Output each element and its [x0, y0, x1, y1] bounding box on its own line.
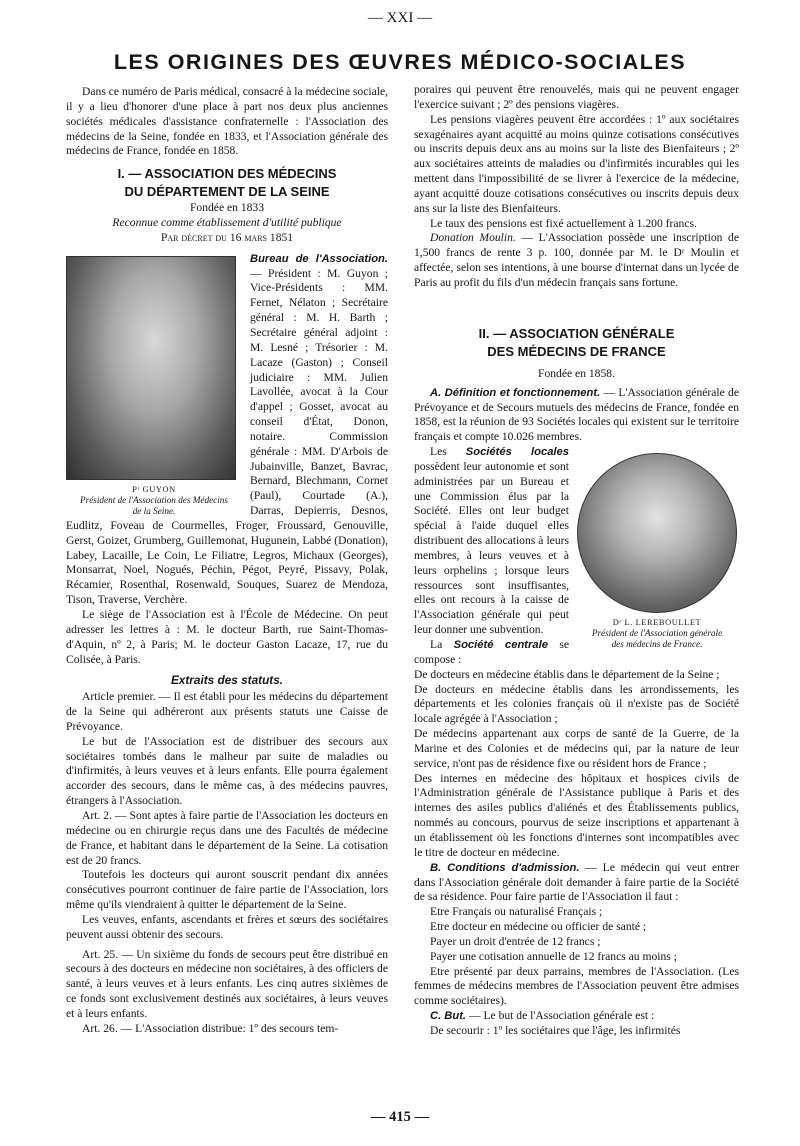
conditions-label: B. Conditions d'admission.	[430, 861, 580, 874]
page-folio: — 415 —	[371, 1109, 429, 1125]
section1-founded: Fondée en 1833	[189, 201, 265, 215]
local-societies-label: Sociétés locales	[465, 446, 569, 459]
continuation-paragraph: poraires qui peuvent être renouvelés, mais qui ne peuvent engager l'exercice suivant ; 2º des pensions viagères.	[414, 83, 739, 111]
membership-item-4: Des internes en médecine des hôpitaux et hospices civils de l'Administration générale de l'Assistance publique à Paris et des internes des asiles publics d'aliénés et des Établissements publics, nommés au concours, pourvus de seize inscriptions et appartenant à un établissement où les fonctions d'internes sont incompatibles avec le titre de docteur en médecine.	[414, 771, 739, 859]
art2-paragraph: Art. 2. — Sont aptes à faire partie de l'Association les docteurs en médecine ou en chirurgie reçus dans une des Facultés de médecine de France, et habitant dans le département de la Seine. La cotisation est de 20 francs.	[66, 808, 388, 867]
membership-list	[414, 668, 739, 861]
donation-text: — L'Association possède une inscription de 1,500 francs de rente 3 p. 100, donnée par M. le Dʳ Moulin et affectée, selon ses intentions, à une bourse d'internat dans un lycée de Paris au profit du fils d'un médecin français sans fortune.	[414, 231, 739, 289]
conditions-text: — Le médecin qui veut entrer dans l'Association générale doit demander à faire partie de la Société de sa résidence. Pour faire partie de l'Association il faut :	[414, 860, 740, 904]
goal2-text: — Le but de l'Association générale est :	[466, 1009, 655, 1023]
local-societies-prefix: Les	[430, 445, 466, 459]
section1-heading-line1: I. — ASSOCIATION DES MÉDECINS	[117, 166, 337, 182]
lereboullet-photo-caption	[575, 617, 739, 650]
lereboullet-photo-block	[575, 453, 739, 650]
lereboullet-caption-line2: des médecins de France.	[611, 639, 703, 650]
central-society-label: Société centrale	[453, 639, 548, 651]
article1-paragraph: Article premier. — Il est établi pour les médecins du département de la Seine qui adhéreront aux présents statuts une Caisse de Prévoyance.	[66, 690, 388, 733]
bureau-text: — Président : M. Guyon ; Vice-Présidents : MM. Fernet, Nélaton ; Secrétaire général : M. H. Barth ; Secrétaire général adjoint : M. Lesné ; Trésorier : M. Lacaze (Gaston) ; Conseil judiciaire : MM. Julien Lavollée, avocat à la Cour d'appel ; Gosset, avocat au conseil d'État, Donon, notaire. Commission générale : MM. D'Arbois de Jubainville, Banzet, Bavrac, Bernard, Blechmann, Cornet (Paul), Courtade (A.), Darras, Depierris, Desnos, Eudlitz, Foveau de Courmelles, Froger, Froussard, Genouville, Gerst, Goizet, Grumberg, Guillemonat, Hugunein, Labbé (Donation), Labey, Lacaille, Le Coin, Le Filiatre, Legros, Michaux (Georges), Monsarrat, Noel, Nogués, Péchin, Pégot, Peyré, Pissavy, Polak, Récamier, Rosenthal, Rosenwald, Souques, Suarez de Mendoza, Tison, Traverse, Verchère.	[66, 266, 388, 607]
requirement-2: Etre docteur en médecine ou officier de santé ;	[430, 920, 647, 934]
rate-paragraph: Le taux des pensions est fixé actuellement à 1.200 francs.	[430, 216, 697, 230]
donation-paragraph	[414, 231, 739, 290]
section2-founded: Fondée en 1858.	[538, 366, 615, 380]
donation-label: Donation Moulin.	[430, 231, 516, 245]
section2-heading-line2: DES MÉDECINS DE FRANCE	[487, 343, 666, 359]
lereboullet-caption-name: Dʳ L. LEREBOULLET	[612, 618, 702, 628]
membership-item-1: De docteurs en médecine établis dans le département de la Seine ;	[414, 667, 720, 681]
requirement-3: Payer un droit d'entrée de 12 francs ;	[430, 934, 601, 948]
guyon-photo-block	[66, 256, 242, 517]
art26-paragraph: Art. 26. — L'Association distribue: 1º des secours tem-	[82, 1021, 339, 1035]
guyon-photo-caption	[66, 484, 242, 517]
left-column	[66, 85, 388, 1037]
lereboullet-caption-line1: Président de l'Association générale	[591, 628, 723, 639]
definition-text: — L'Association générale de Prévoyance et de Secours mutuels des médecins de France, fondée en 1858, est la réunion de 93 Sociétés locales qui existent sur le territoire français et compte 10.026 membres.	[414, 385, 739, 444]
central-society-prefix: La	[430, 638, 454, 651]
definition-label: A. Définition et fonctionnement.	[430, 386, 601, 399]
section1-decree: Par décret du 16 mars 1851	[160, 230, 294, 244]
page-top-number: — XXI —	[367, 10, 433, 26]
definition-paragraph	[414, 386, 739, 445]
guyon-portrait-photo	[66, 256, 236, 480]
section2-heading	[414, 325, 739, 361]
requirement-5: Etre présenté par deux parrains, membres de l'Association. (Les femmes de médecins membres de l'Association peuvent être admises comme sociétaires).	[414, 964, 739, 1008]
local-societies-text: possèdent leur autonomie et sont administrées par un Bureau et une Commission élus par la Société. Elles ont leur budget spécial à l'aide duquel elles distribuent des allocations à leurs membres, à leurs veuves et à leurs orphelins ; lorsque leurs ressources sont insuffisantes, elles ont recours à la caisse de l'Association générale qui peut leur donner une subvention.	[414, 459, 569, 637]
art25-paragraph: Art. 25. — Un sixième du fonds de secours peut être distribué en secours à des docteurs en médecine non sociétaires, à des officiers de santé, à leurs veuves et à leurs enfants. Les cinq autres sixièmes de ce fonds sont exclusivement destinés aux sociétaires, à leurs veuves et à leurs enfants.	[66, 947, 388, 1020]
membership-item-3: De médecins appartenant aux corps de santé de la Guerre, de la Marine et des Colonies et de médecins qui, par la nature de leur service, n'ont pas de résidence fixe ou résident hors de France ;	[414, 727, 739, 770]
goal2-paragraph	[414, 1009, 739, 1024]
pensions-paragraph: Les pensions viagères peuvent être accordées : 1º aux sociétaires sexagénaires ayant acquitté au moins quinze cotisations consécutives ou inscrits depuis deux ans au moins sur la liste des Bienfaiteurs ; 2º aux sociétaires atteints de maladies ou d'infirmités incurables qui les mettent dans l'impossibilité de se livrer à l'exercice de la médecine, ayant acquitté douze cotisations consécutives ou inscrits depuis deux ans sur la liste des Bienfaiteurs.	[414, 112, 739, 215]
conditions-paragraph	[414, 861, 739, 906]
guyon-caption-line2: de la Seine.	[132, 505, 176, 516]
guyon-caption-line1: Président de l'Association des Médecins	[80, 494, 228, 505]
goal2-label: C. But.	[430, 1010, 467, 1023]
requirement-1: Etre Français ou naturalisé Français ;	[430, 905, 603, 919]
widows-paragraph: Les veuves, enfants, ascendants et frères et sœurs des sociétaires peuvent aussi obtenir des secours.	[66, 912, 388, 941]
ten-years-paragraph: Toutefois les docteurs qui auront souscrit pendant dix années consécutives pourront continuer de faire partie de l'Association, lors même qu'ils viendraient à quitter le département de la Seine.	[66, 868, 388, 912]
section1-recognized: Reconnue comme établissement d'utilité publique	[112, 216, 342, 230]
section2-heading-line1: II. — ASSOCIATION GÉNÉRALE	[478, 325, 675, 341]
requirement-4: Payer une cotisation annuelle de 12 francs au moins ;	[430, 949, 677, 963]
guyon-caption-name: Pʳ GUYON	[132, 484, 176, 494]
seat-paragraph: Le siège de l'Association est à l'École de Médecine. On peut adresser les lettres à : M. le docteur Barth, rue Saint-Thomas-d'Aquin, nº 2, à Paris; M. le docteur Gaston Lacaze, 17, rue du Colisée, à Paris.	[66, 608, 388, 666]
lereboullet-portrait-photo	[577, 453, 737, 613]
goal2-continuation: De secourir : 1º les sociétaires que l'âge, les infirmités	[430, 1023, 681, 1037]
bureau-label: Bureau de l'Association.	[250, 252, 388, 265]
membership-item-2: De docteurs en médecine établis dans les arrondissements, les départements et les colonies français où il n'existe pas de Société locale agrégée à l'Association ;	[414, 682, 739, 726]
right-column	[414, 83, 739, 1039]
section1-heading	[66, 165, 388, 201]
extracts-heading: Extraits des statuts.	[170, 673, 284, 688]
intro-paragraph: Dans ce numéro de Paris médical, consacré à la médecine sociale, il y a lieu d'honorer d'une place à part nos deux plus anciennes sociétés médicales d'assistance confraternelle : l'Association des médecins de la Seine, fondée en 1833, et l'Association générale des médecins de France, fondée en 1858.	[66, 85, 388, 158]
section1-heading-line2: DU DÉPARTEMENT DE LA SEINE	[124, 184, 330, 200]
central-society-text: se compose :	[414, 638, 569, 666]
page-title: LES ORIGINES DES ŒUVRES MÉDICO-SOCIALES	[113, 50, 687, 74]
goal-paragraph: Le but de l'Association est de distribuer des secours aux sociétaires tombés dans le malheur par suite de maladies ou d'infirmités, à leurs veuves et à leurs enfants. Elle pourra également accorder des secours, dans le même cas, à des médecins pauvres, étrangers à l'Association.	[66, 734, 388, 808]
